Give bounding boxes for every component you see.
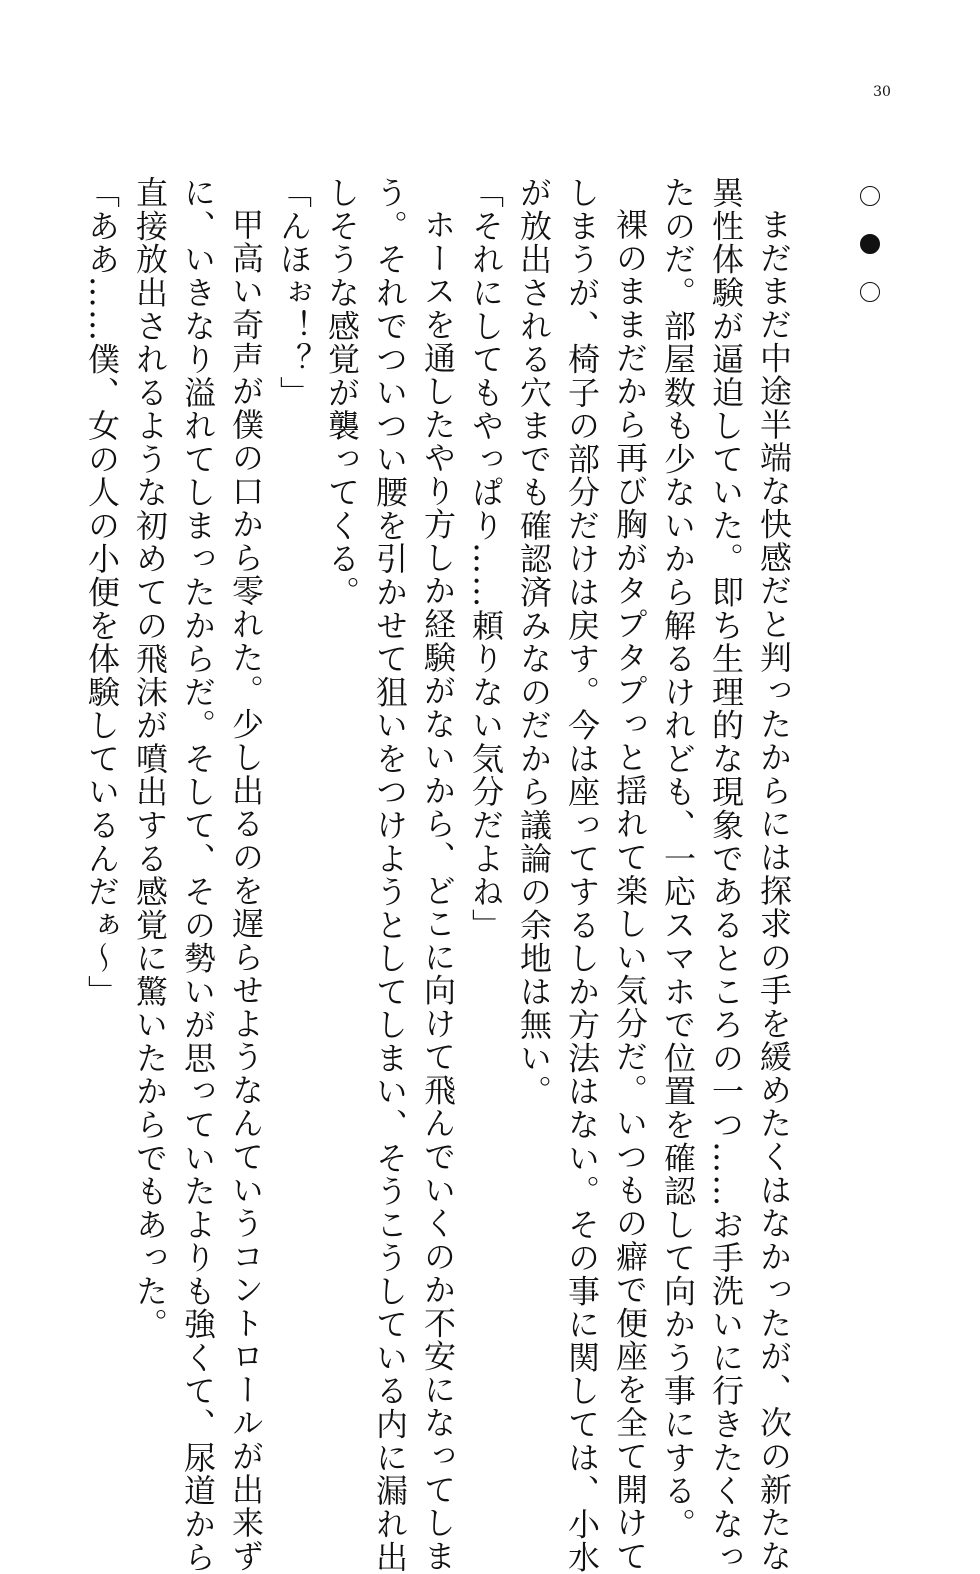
section-marker bbox=[860, 186, 884, 330]
text-line: 裸のままだから再び胸がタプタプっと揺れて楽しい気分だ。いつもの癖で便座を全て開けて bbox=[611, 208, 649, 1573]
text-line: が放出される穴までも確認済みなのだから議論の余地は無い。 bbox=[515, 176, 553, 1108]
text-line: ホースを通したやり方しか経験がないから、どこに向けて飛んでいくのか不安になってしま bbox=[419, 208, 457, 1573]
dialogue-line: 「それにしてもやっぱり……頼りない気分だよね」 bbox=[467, 176, 505, 942]
text-line: に、いきなり溢れてしまったからだ。そして、その勢いが思っていたよりも強くて、尿道から bbox=[179, 176, 217, 1574]
text-line: しまうが、椅子の部分だけは戻す。今は座ってするしか方法はない。その事に関しては、小水 bbox=[563, 176, 601, 1574]
filled-circle-icon bbox=[860, 234, 880, 254]
text-line: しそうな感覚が襲ってくる。 bbox=[323, 176, 361, 609]
dialogue-line: 「ああ……僕、女の人の小便を体験しているんだぁ～」 bbox=[83, 176, 121, 1008]
page-number: 30 bbox=[873, 84, 891, 100]
open-circle-icon bbox=[860, 186, 880, 206]
text-line: 異性体験が逼迫していた。即ち生理的な現象であるところの一つ……お手洗いに行きたくなっ bbox=[707, 176, 745, 1574]
dialogue-line: 「んほぉ！？」 bbox=[275, 176, 313, 409]
text-line: たのだ。部屋数も少ないから解るけれども、一応スマホで位置を確認して向かう事にする。 bbox=[659, 176, 697, 1541]
text-line: う。それでついつい腰を引かせて狙いをつけようとしてしまい、そうこうしている内に漏れ出 bbox=[371, 176, 409, 1574]
text-line: 直接放出されるような初めての飛沫が噴出する感覚に驚いたからでもあった。 bbox=[131, 176, 169, 1341]
body-text bbox=[78, 176, 798, 1574]
text-line: まだまだ中途半端な快感だと判ったからには探求の手を緩めたくはなかったが、次の新たな bbox=[755, 208, 793, 1573]
open-circle-icon bbox=[860, 282, 880, 302]
text-line: 甲高い奇声が僕の口から零れた。少し出るのを遅らせようなんていうコントロールが出来ず bbox=[227, 208, 265, 1573]
